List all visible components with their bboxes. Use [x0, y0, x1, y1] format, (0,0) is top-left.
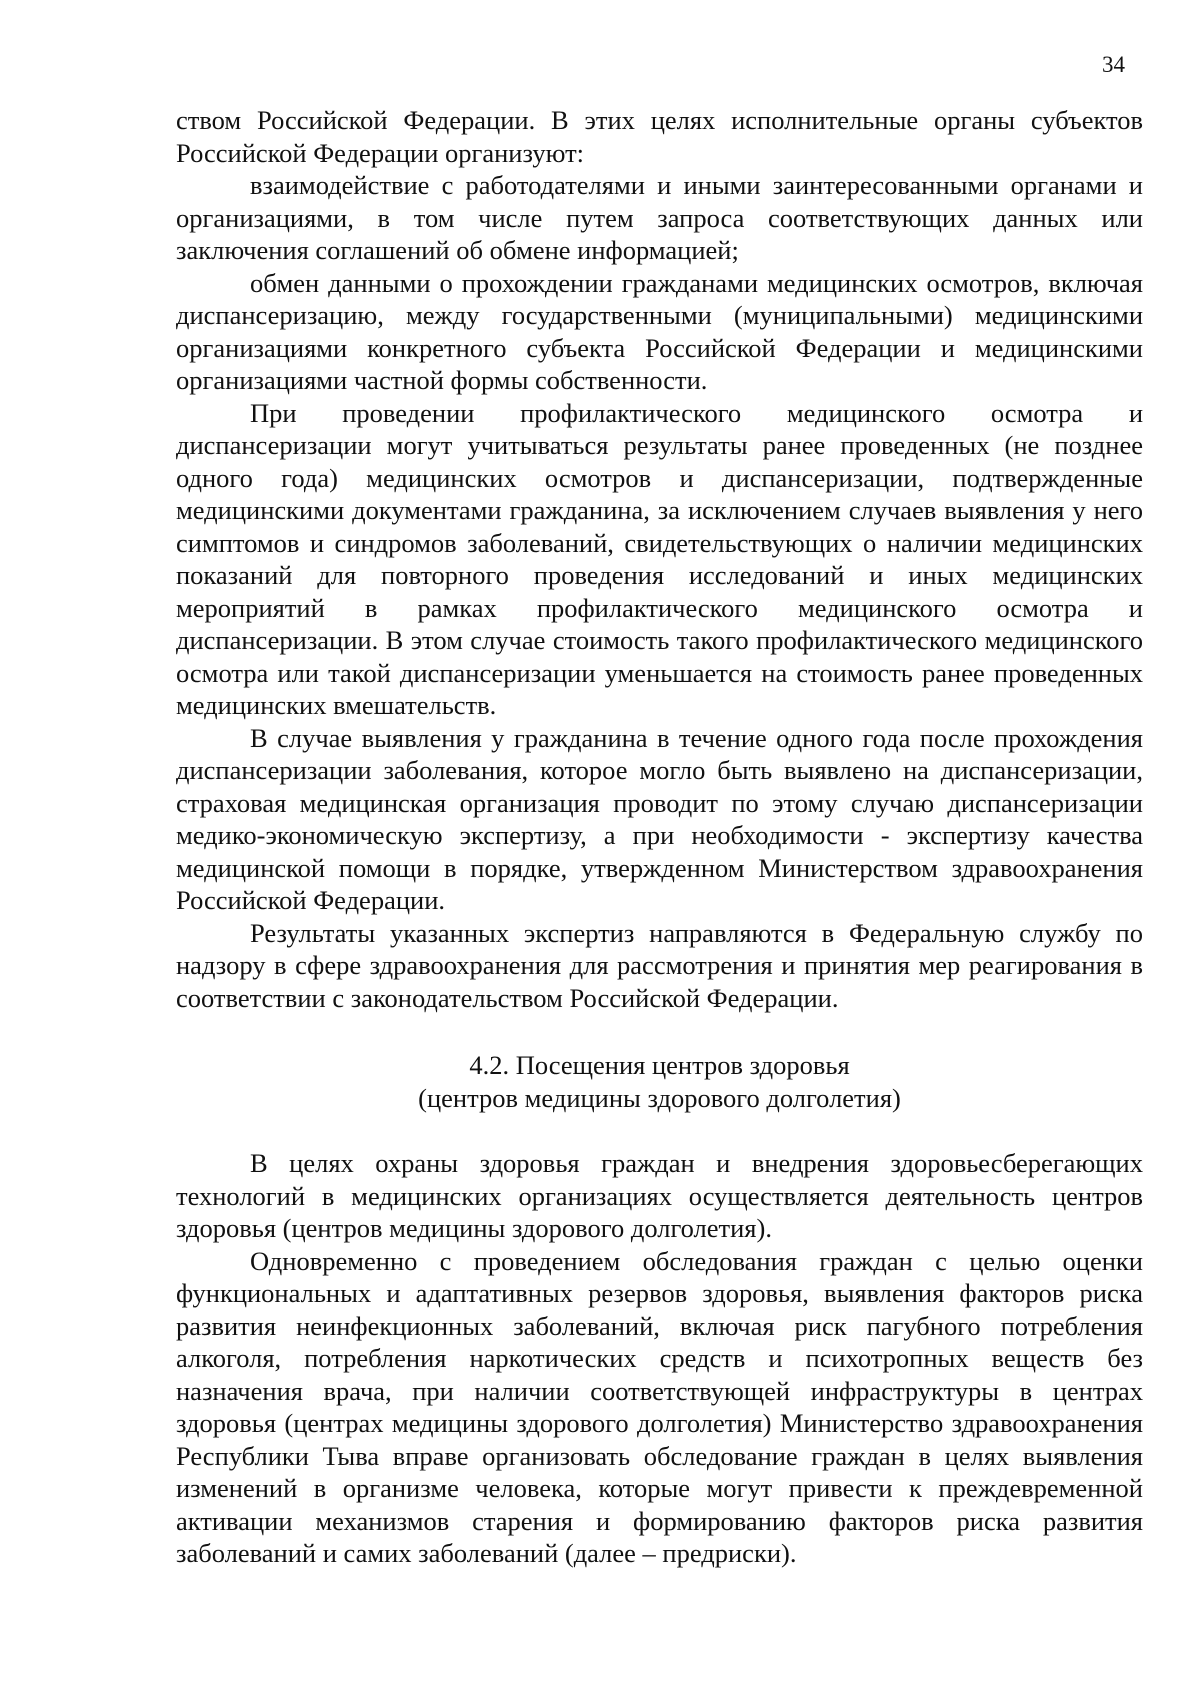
paragraph-health-centers: В целях охраны здоровья граждан и внедрения здоровьесберегающих технологий в медицинских организациях осуществляется деятельность центров здоровья (центров медицины здорового долголетия). — [176, 1148, 1143, 1243]
paragraph-prior-results: При проведении профилактического медицинского осмотра и диспансеризации могут учитываться результаты ранее проведенных (не позднее одного года) медицинских осмотров и диспансеризации, подтвержденные медицинскими документами гражданина, за исключением случаев выявления у него симптомов и синдромов заболеваний, свидетельствующих о наличии медицинских показаний для повторного проведения исследований и иных медицинских мероприятий в рамках профилактического медицинского осмотра и диспансеризации. В этом случае стоимость такого профилактического медицинского осмотра или такой диспансеризации уменьшается на стоимость ранее проведенных медицинских вмешательств. — [176, 397, 1143, 720]
paragraph-examination: Одновременно с проведением обследования граждан с целью оценки функциональных и адаптативных резервов здоровья, выявления факторов риска развития неинфекционных заболеваний, включая риск пагубного потребления алкоголя, потребления наркотических средств и психотропных веществ без назначения врача, при наличии соответствующей инфраструктуры в центрах здоровья (центрах медицины здорового долголетия) Министерство здравоохранения Республики Тыва вправе организовать обследование граждан в целях выявления изменений в организме человека, которые могут привести к преждевременной активации механизмов старения и формированию факторов риска развития заболеваний и самих заболеваний (далее – предриски). — [176, 1245, 1143, 1568]
paragraph-expertise-results: Результаты указанных экспертиз направляются в Федеральную службу по надзору в сфере здравоохранения для рассмотрения и принятия мер реагирования в соответствии с законодательством Российской Федерации. — [176, 917, 1143, 1013]
section-subtitle: (центров медицины здорового долголетия) — [418, 1082, 901, 1113]
section-title: 4.2. Посещения центров здоровья — [469, 1050, 850, 1080]
paragraph-expert-review: В случае выявления у гражданина в течение одного года после прохождения диспансеризации заболевания, которое могло быть выявлено на диспансеризации, страховая медицинская организация проводит по этому случаю диспансеризации медико-экономическую экспертизу, а при необходимости - экспертизу качества медицинской помощи в порядке, утвержденном Министерством здравоохранения Российской Федерации. — [176, 722, 1143, 915]
page-number: 34 — [1102, 52, 1125, 77]
paragraph-data-exchange: обмен данными о прохождении гражданами медицинских осмотров, включая диспансеризацию, между государственными (муниципальными) медицинскими организациями конкретного субъекта Российской Федерации и медицинскими организациями частной формы собственности. — [176, 267, 1143, 395]
section-heading — [176, 1049, 1143, 1114]
paragraph-continuation: ством Российской Федерации. В этих целях исполнительные органы субъектов Российской Федерации организуют: — [176, 105, 1143, 168]
document-body — [176, 104, 1143, 1570]
paragraph-employer-interaction: взаимодействие с работодателями и иными заинтересованными органами и организациями, в том числе путем запроса соответствующих данных или заключения соглашений об обмене информацией; — [176, 170, 1143, 265]
